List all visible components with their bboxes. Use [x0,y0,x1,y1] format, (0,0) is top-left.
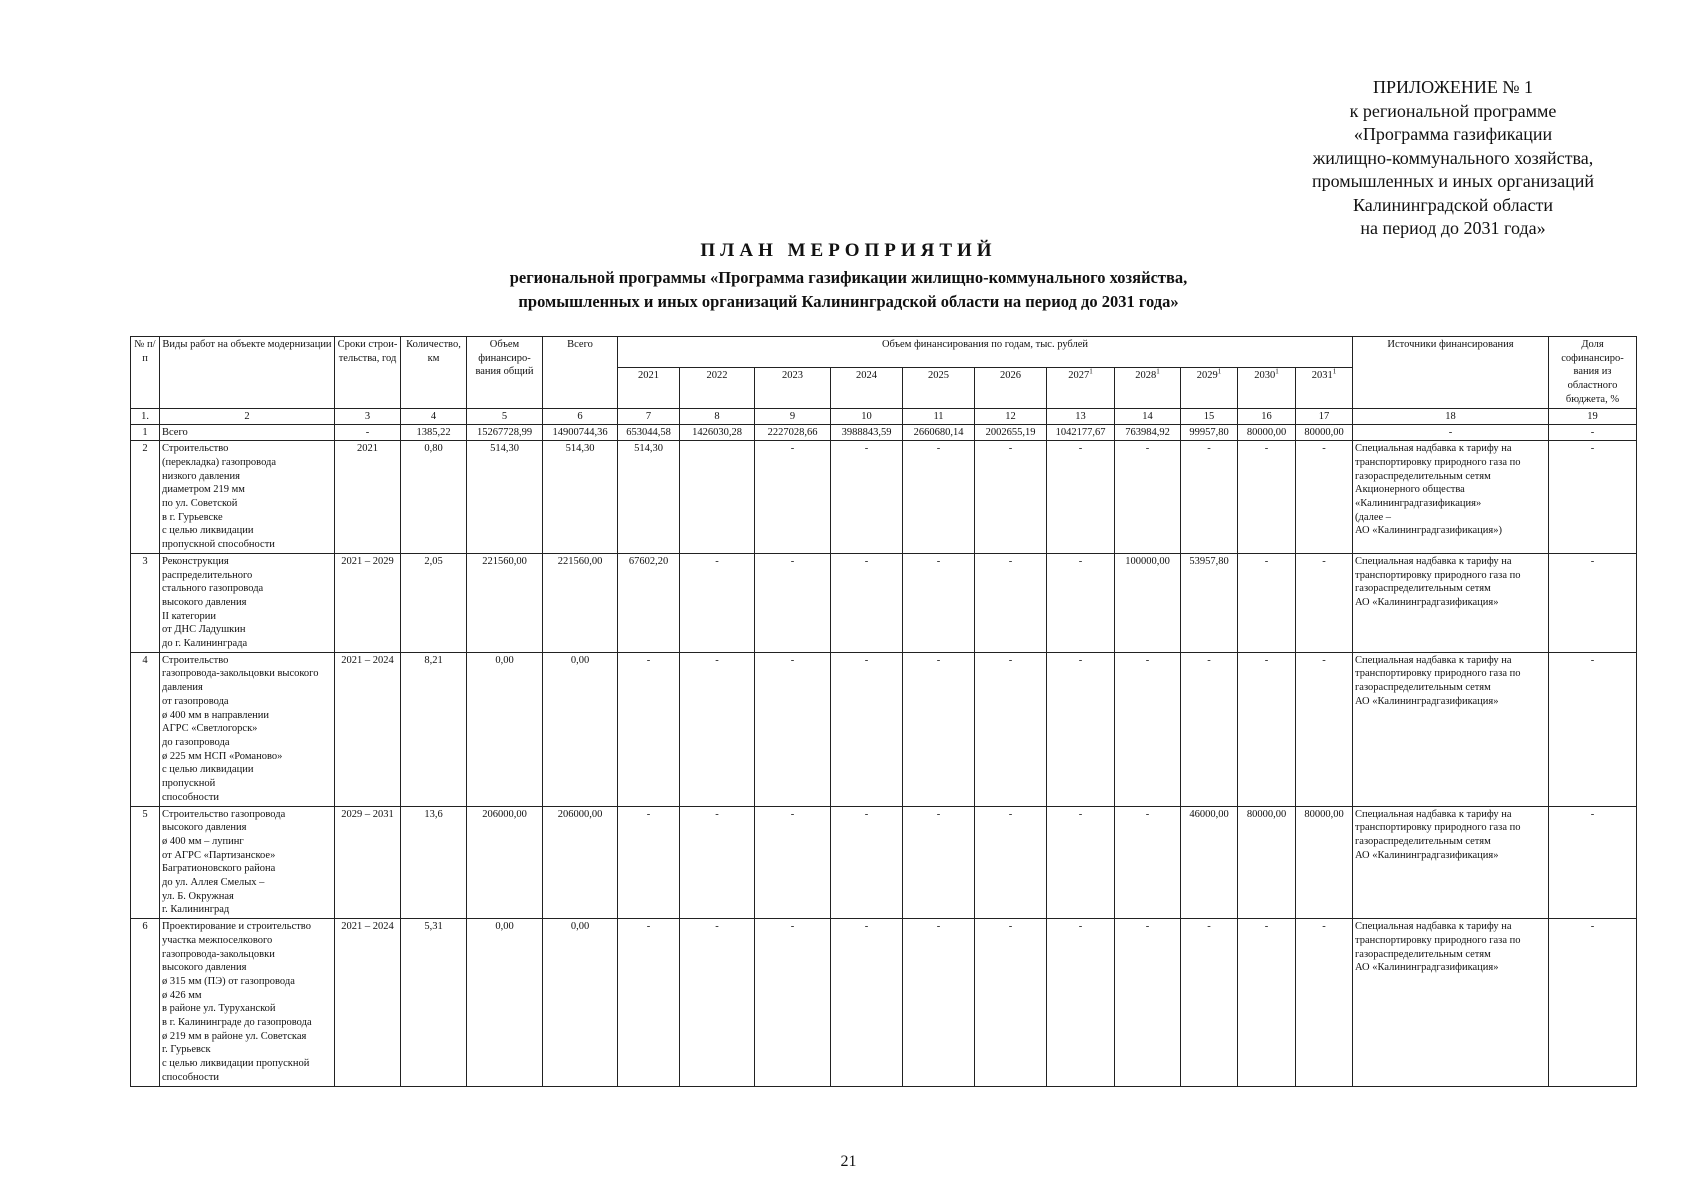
appendix-line: Калининградской области [1352,194,1554,215]
row-sources: Специальная надбавка к тарифу на транспортировку природного газа по газораспределительным сетям АО «Калининградгазификация» [1353,652,1549,806]
row-year-value: - [755,441,831,554]
appendix-block [1273,76,1633,241]
year-label: 2025 [928,369,949,381]
table-row [131,919,1637,1086]
row-sources: Специальная надбавка к тарифу на транспортировку природного газа по газораспределительным сетям АО «Калининградгазификация» [1353,806,1549,919]
row-year-value: 2660680,14 [903,424,975,441]
row-year-value: - [903,441,975,554]
header-year [903,367,975,408]
row-year-value: - [1115,919,1181,1086]
appendix-line: на период до 2031 года» [1360,218,1546,238]
year-label: 2024 [856,369,877,381]
row-num: 2 [131,441,160,554]
column-number: 10 [831,408,903,424]
row-year-value: - [1296,553,1353,652]
row-terms: 2021 – 2024 [335,652,401,806]
document-title [0,240,1697,314]
row-year-value: - [1238,553,1296,652]
column-number: 8 [680,408,755,424]
row-year-value: - [1296,919,1353,1086]
header-year [831,367,903,408]
row-year-value: 80000,00 [1238,424,1296,441]
table-row [131,424,1637,441]
header-year [1296,367,1353,408]
row-year-value: - [755,553,831,652]
title-sub-line1: региональной программы «Программа газификации жилищно-коммунального хозяйства, [509,268,1188,287]
page-number: 21 [840,1153,857,1170]
row-year-value: 3988843,59 [831,424,903,441]
table-row [131,441,1637,554]
row-volume: 0,00 [467,652,543,806]
row-sources: Специальная надбавка к тарифу на транспортировку природного газа по газораспределительным сетям Акционерного общества «Калининградгазификация» (далее – АО «Калининградгазификация») [1353,441,1549,554]
column-numbers-row [131,408,1637,424]
row-year-value: - [680,806,755,919]
row-num: 4 [131,652,160,806]
row-year-value: - [831,806,903,919]
column-number: 6 [543,408,618,424]
row-works: Реконструкция распределительного стального газопровода высокого давления II категории от ДНС Ладушкин до г. Калининграда [160,553,335,652]
header-year [618,367,680,408]
row-terms: 2021 – 2024 [335,919,401,1086]
row-volume: 206000,00 [467,806,543,919]
row-year-value: 514,30 [618,441,680,554]
row-year-value: 80000,00 [1238,806,1296,919]
year-footnote-mark: 1 [1156,367,1160,376]
header-share: Доля софинансиро-вания из областного бюджета, % [1549,337,1637,409]
row-year-value: 53957,80 [1181,553,1238,652]
row-year-value: - [831,441,903,554]
row-year-value: - [755,919,831,1086]
column-number: 18 [1353,408,1549,424]
row-year-value: - [831,553,903,652]
row-share: - [1549,424,1637,441]
row-quantity: 0,80 [401,441,467,554]
header-quantity: Количество, км [401,337,467,409]
header-volume: Объем финансиро-вания общий [467,337,543,409]
row-year-value: 1042177,67 [1047,424,1115,441]
row-year-value: - [1181,441,1238,554]
row-year-value: 100000,00 [1115,553,1181,652]
row-year-value: - [1047,652,1115,806]
row-quantity: 8,21 [401,652,467,806]
row-year-value: - [1181,919,1238,1086]
column-number: 11 [903,408,975,424]
row-terms: 2029 – 2031 [335,806,401,919]
row-year-value: - [680,919,755,1086]
row-year-value: - [618,652,680,806]
row-total: 0,00 [543,652,618,806]
row-num: 1 [131,424,160,441]
row-year-value: - [1115,652,1181,806]
appendix-line: ПРИЛОЖЕНИЕ № 1 [1372,77,1534,97]
row-total: 14900744,36 [543,424,618,441]
row-terms: - [335,424,401,441]
row-volume: 15267728,99 [467,424,543,441]
header-num: № п/п [131,337,160,409]
table-body [131,424,1637,1086]
row-works: Всего [160,424,335,441]
column-number: 17 [1296,408,1353,424]
year-footnote-mark: 1 [1332,367,1337,376]
row-works: Проектирование и строительство участка межпоселкового газопровода-закольцовки высокого давления ø 315 мм (ПЭ) от газопровода ø 426 мм в районе ул. Туруханской в г. Калининграде до газопровода ø 219 мм в районе ул. Советская г. Гурьевск с целью ликвидации пропускной способности [160,919,335,1086]
row-year-value: 653044,58 [618,424,680,441]
row-year-value: - [975,441,1047,554]
row-terms: 2021 [335,441,401,554]
row-quantity: 13,6 [401,806,467,919]
table-header [131,337,1637,425]
header-year [755,367,831,408]
row-year-value: - [1238,919,1296,1086]
row-total: 0,00 [543,919,618,1086]
year-label: 2023 [782,369,803,381]
year-footnote-mark: 1 [1217,367,1222,376]
row-year-value: - [1238,441,1296,554]
row-year-value: 80000,00 [1296,424,1353,441]
header-sources: Источники финансирования [1353,337,1549,409]
row-year-value: - [903,553,975,652]
row-share: - [1549,441,1637,554]
row-year-value: - [903,919,975,1086]
row-year-value: - [1296,652,1353,806]
row-year-value: - [903,806,975,919]
row-total: 221560,00 [543,553,618,652]
year-label: 2031 [1311,369,1333,381]
row-works: Строительство (перекладка) газопровода низкого давления диаметром 219 мм по ул. Советской в г. Гурьевске с целью ликвидации пропускной способности [160,441,335,554]
row-year-value: - [680,652,755,806]
row-year-value: - [831,652,903,806]
header-terms: Сроки строи-тельства, год [335,337,401,409]
title-main: ПЛАН МЕРОПРИЯТИЙ [700,240,997,261]
row-year-value: - [975,652,1047,806]
year-label: 2026 [1000,369,1021,381]
row-year-value: - [755,652,831,806]
row-year-value: - [975,553,1047,652]
header-works: Виды работ на объекте модернизации [160,337,335,409]
row-volume: 0,00 [467,919,543,1086]
row-works: Строительство газопровода высокого давления ø 400 мм – лупинг от АГРС «Партизанское» Багратионовского района до ул. Аллея Смелых – ул. Б. Окружная г. Калининград [160,806,335,919]
title-sub-line2: промышленных и иных организаций Калининградской области на период до 2031 года» [518,292,1179,311]
appendix-line: к региональной программе [1349,100,1557,121]
header-year [1238,367,1296,408]
row-year-value: - [975,806,1047,919]
header-total: Всего [543,337,618,409]
row-works: Строительство газопровода-закольцовки высокого давления от газопровода ø 400 мм в направлении АГРС «Светлогорск» до газопровода ø 225 мм НСП «Романово» с целью ликвидации пропускной способности [160,652,335,806]
row-total: 514,30 [543,441,618,554]
column-number: 19 [1549,408,1637,424]
row-terms: 2021 – 2029 [335,553,401,652]
row-year-value: - [755,806,831,919]
header-year [1047,367,1115,408]
header-year [680,367,755,408]
header-years-group: Объем финансирования по годам, тыс. рублей [618,337,1353,368]
column-number: 2 [160,408,335,424]
row-num: 3 [131,553,160,652]
row-share: - [1549,553,1637,652]
year-label: 2021 [638,369,659,381]
year-label: 2022 [706,369,728,381]
row-share: - [1549,806,1637,919]
row-sources: - [1353,424,1549,441]
appendix-line: промышленных и иных организаций [1311,171,1595,191]
row-sources: Специальная надбавка к тарифу на транспортировку природного газа по газораспределительным сетям АО «Калининградгазификация» [1353,919,1549,1086]
row-quantity: 5,31 [401,919,467,1086]
row-year-value: - [1115,441,1181,554]
row-year-value: - [1296,441,1353,554]
header-year [975,367,1047,408]
year-label: 2028 [1135,369,1157,381]
row-year-value: - [1238,652,1296,806]
row-sources: Специальная надбавка к тарифу на транспортировку природного газа по газораспределительным сетям АО «Калининградгазификация» [1353,553,1549,652]
column-number: 7 [618,408,680,424]
row-year-value: - [1047,919,1115,1086]
row-total: 206000,00 [543,806,618,919]
column-number: 1. [131,408,160,424]
row-num: 6 [131,919,160,1086]
column-number: 13 [1047,408,1115,424]
appendix-line: жилищно-коммунального хозяйства, [1312,147,1594,168]
appendix-line: «Программа газификации [1353,124,1553,144]
table-row [131,652,1637,806]
year-label: 2030 [1254,369,1276,381]
row-quantity: 2,05 [401,553,467,652]
year-label: 2029 [1196,369,1218,381]
row-year-value: 1426030,28 [680,424,755,441]
header-year [1115,367,1181,408]
row-year-value: 99957,80 [1181,424,1238,441]
row-year-value: - [975,919,1047,1086]
column-number: 12 [975,408,1047,424]
row-year-value: - [1181,652,1238,806]
row-year-value: - [1047,553,1115,652]
row-year-value: - [618,919,680,1086]
row-year-value: - [680,553,755,652]
row-volume: 221560,00 [467,553,543,652]
plan-table [130,336,1637,1087]
row-num: 5 [131,806,160,919]
row-year-value [680,441,755,554]
table-row [131,806,1637,919]
column-number: 4 [401,408,467,424]
row-share: - [1549,652,1637,806]
row-volume: 514,30 [467,441,543,554]
column-number: 14 [1115,408,1181,424]
year-footnote-mark: 1 [1275,367,1279,376]
row-year-value: 46000,00 [1181,806,1238,919]
row-year-value: - [831,919,903,1086]
header-row [131,337,1637,368]
column-number: 16 [1238,408,1296,424]
column-number: 9 [755,408,831,424]
row-year-value: - [1115,806,1181,919]
year-label: 2027 [1068,369,1090,381]
table-row [131,553,1637,652]
row-year-value: 67602,20 [618,553,680,652]
row-year-value: - [1047,441,1115,554]
header-year [1181,367,1238,408]
row-year-value: 2227028,66 [755,424,831,441]
column-number: 15 [1181,408,1238,424]
row-quantity: 1385,22 [401,424,467,441]
row-year-value: - [1047,806,1115,919]
row-year-value: - [618,806,680,919]
row-year-value: 2002655,19 [975,424,1047,441]
year-footnote-mark: 1 [1089,367,1093,376]
column-number: 3 [335,408,401,424]
row-share: - [1549,919,1637,1086]
row-year-value: 763984,92 [1115,424,1181,441]
column-number: 5 [467,408,543,424]
row-year-value: 80000,00 [1296,806,1353,919]
row-year-value: - [903,652,975,806]
